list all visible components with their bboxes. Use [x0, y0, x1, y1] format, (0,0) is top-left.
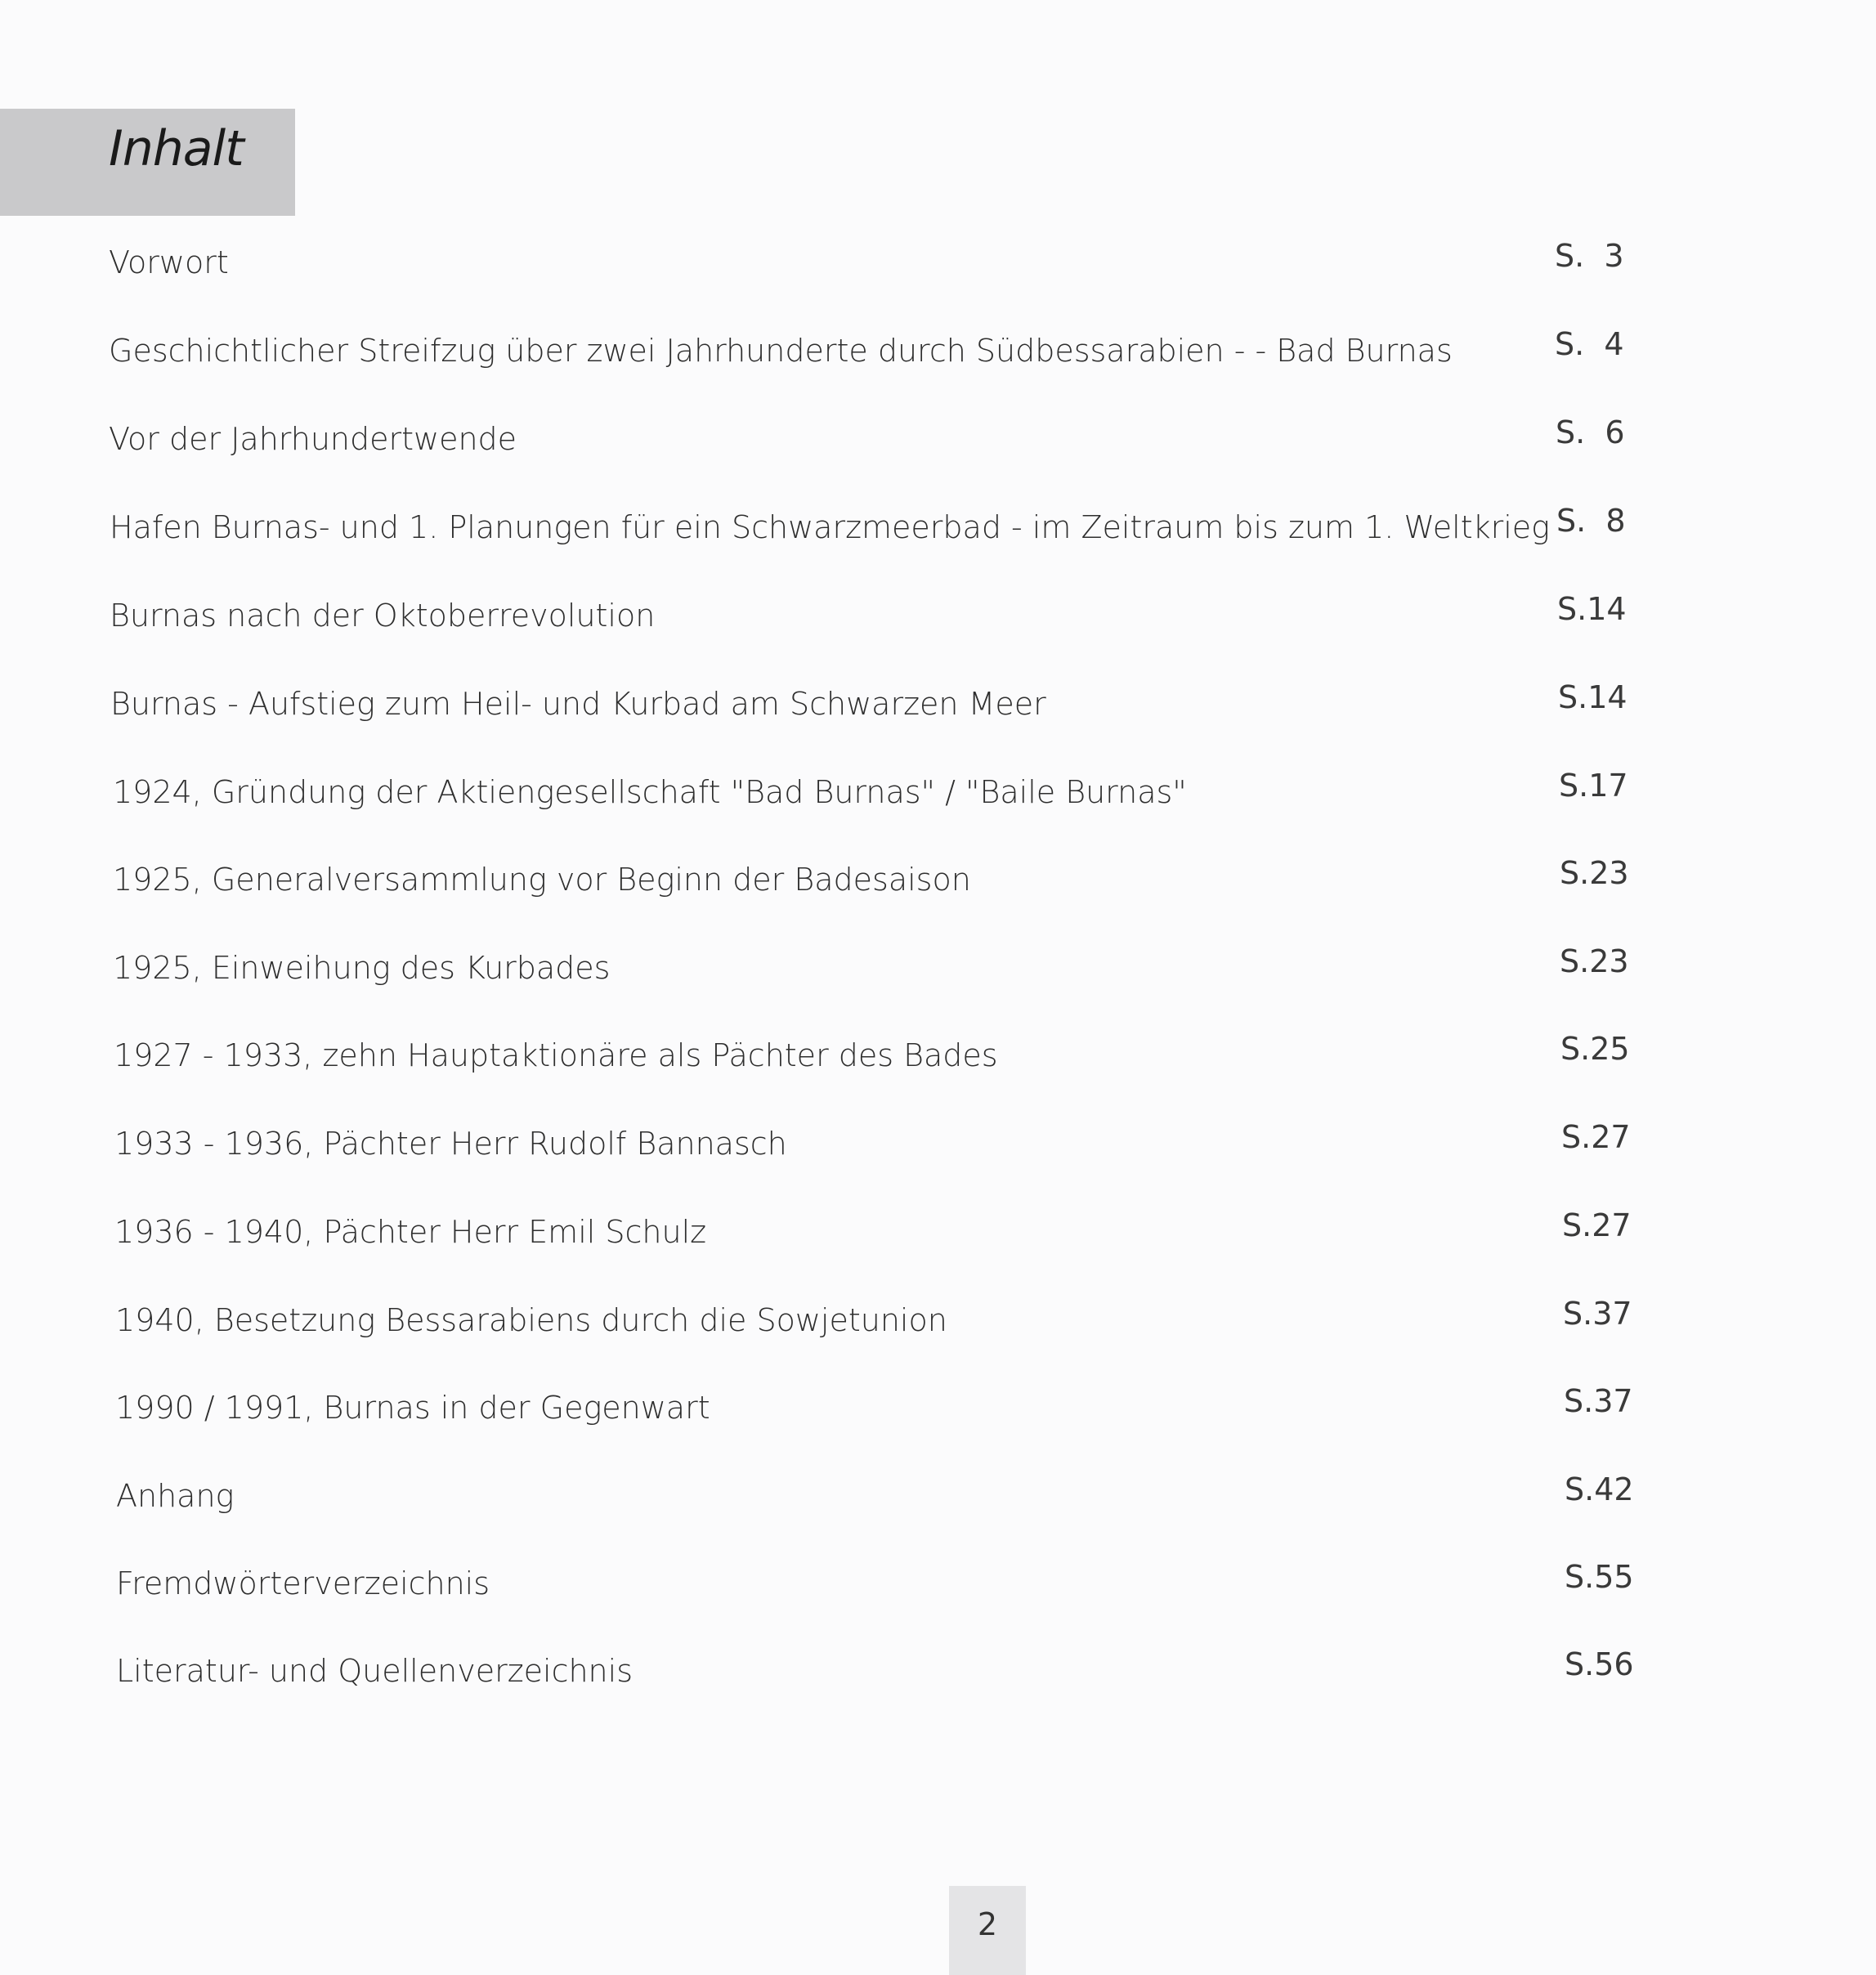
- toc-entry-label: 1925, Einweihung des Kurbades: [113, 950, 611, 986]
- toc-entry-label: Hafen Burnas- und 1. Planungen für ein Schwarzmeerbad - im Zeitraum bis zum 1. Weltkrieg: [110, 509, 1550, 545]
- toc-entry-page: S.37: [1564, 1383, 1633, 1419]
- toc-entry-label: Literatur- und Quellenverzeichnis: [116, 1653, 633, 1689]
- toc-entry: [113, 768, 1666, 834]
- toc-entry-label: 1990 / 1991, Burnas in der Gegenwart: [115, 1390, 710, 1426]
- toc-entry-label: 1933 - 1936, Pächter Herr Rudolf Bannasch: [114, 1126, 787, 1162]
- toc-entry-page: S.17: [1559, 768, 1628, 804]
- toc-entry-page: S.55: [1565, 1559, 1634, 1595]
- page-number-box: [949, 1886, 1026, 1975]
- toc-entry: [110, 591, 1663, 657]
- toc-entry-page: S.42: [1565, 1471, 1634, 1507]
- toc-entry-page: S.23: [1560, 855, 1629, 891]
- toc-entry-label: Burnas nach der Oktoberrevolution: [110, 598, 656, 634]
- toc-entry-page: S.14: [1557, 591, 1627, 627]
- toc-entry: [109, 414, 1662, 481]
- toc-entry: [115, 1383, 1668, 1449]
- toc-entry: [116, 1471, 1669, 1538]
- toc-entry-label: 1924, Gründung der Aktiengesellschaft "Bad Burnas" / "Baile Burnas": [113, 774, 1187, 810]
- toc-entry: [114, 1031, 1667, 1097]
- toc-entry-page: S.27: [1561, 1119, 1631, 1155]
- toc-entry: [109, 238, 1662, 304]
- toc-entry-label: Burnas - Aufstieg zum Heil- und Kurbad am Schwarzen Meer: [110, 686, 1046, 722]
- toc-entry-label: 1925, Generalversammlung vor Beginn der Badesaison: [113, 862, 971, 898]
- toc-entry-label: Geschichtlicher Streifzug über zwei Jahrhunderte durch Südbessarabien - - Bad Burnas: [109, 333, 1453, 369]
- toc-entry-page: S.27: [1562, 1207, 1632, 1243]
- toc-entry-page: S.25: [1560, 1031, 1630, 1067]
- toc-entry: [115, 1296, 1668, 1362]
- toc-entry-label: Anhang: [116, 1478, 235, 1514]
- toc-entry-label: Fremdwörterverzeichnis: [116, 1565, 490, 1601]
- toc-entry-label: 1940, Besetzung Bessarabiens durch die Sowjetunion: [115, 1302, 947, 1338]
- toc-entry-page: S. 8: [1556, 503, 1626, 539]
- toc-entry: [110, 679, 1663, 746]
- toc-entry-page: S. 3: [1555, 238, 1624, 274]
- toc-entry-label: 1936 - 1940, Pächter Herr Emil Schulz: [114, 1214, 707, 1250]
- toc-entry: [113, 855, 1666, 921]
- toc-entry: [114, 1207, 1668, 1274]
- toc-entry-label: Vor der Jahrhundertwende: [109, 421, 517, 457]
- toc-entry-page: S. 4: [1555, 326, 1624, 362]
- toc-entry-page: S. 6: [1556, 414, 1625, 450]
- toc-entry: [113, 943, 1666, 1010]
- toc-entry-page: S.37: [1563, 1296, 1632, 1332]
- toc-entry: [114, 1119, 1668, 1185]
- toc-entry: [116, 1646, 1669, 1713]
- toc-entry-page: S.14: [1558, 679, 1628, 715]
- toc-entry: [109, 326, 1662, 392]
- page-title: Inhalt: [109, 120, 244, 177]
- toc-entry-page: S.56: [1565, 1646, 1634, 1682]
- toc-entry-page: S.23: [1560, 943, 1629, 979]
- toc-entry: [110, 503, 1663, 569]
- toc-entry: [116, 1559, 1669, 1625]
- toc-entry-label: 1927 - 1933, zehn Hauptaktionäre als Pächter des Bades: [114, 1037, 998, 1073]
- page-number: 2: [977, 1906, 998, 1942]
- toc-entry-label: Vorwort: [109, 244, 229, 280]
